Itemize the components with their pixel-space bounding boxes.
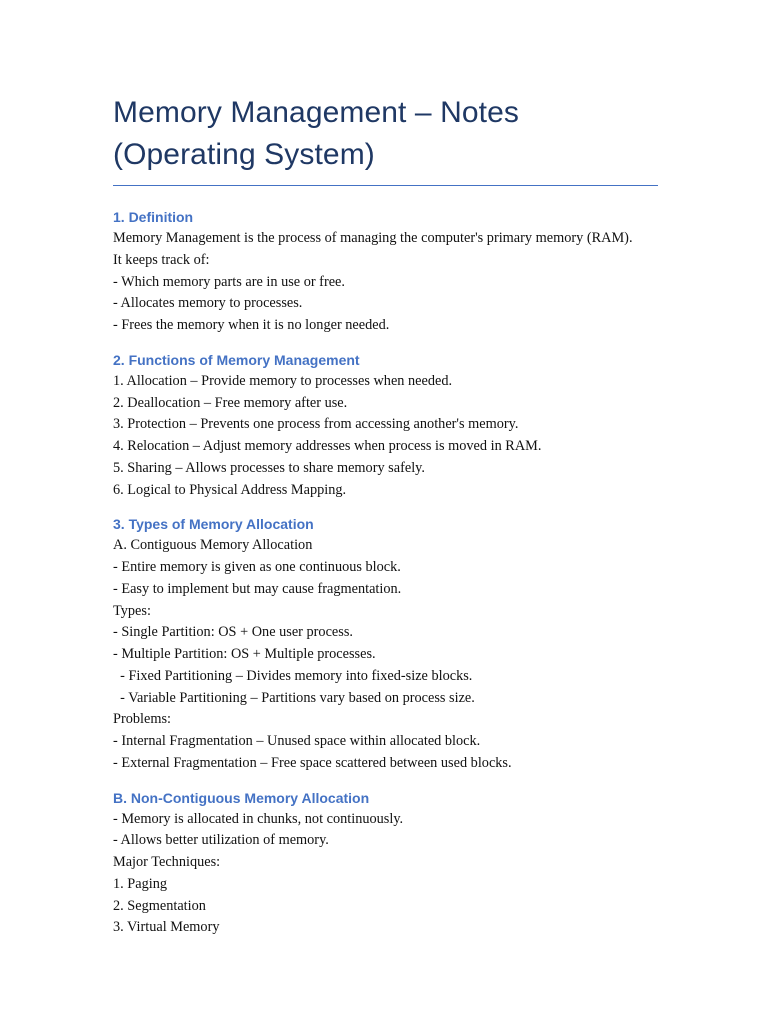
text-line: A. Contiguous Memory Allocation <box>113 537 313 554</box>
section-types <box>113 513 658 774</box>
text-line: Types: <box>113 602 151 619</box>
text-line: - Allocates memory to processes. <box>113 295 303 312</box>
text-line: Problems: <box>113 711 171 728</box>
text-line: - Allows better utilization of memory. <box>113 832 329 849</box>
text-line: It keeps track of: <box>113 251 210 268</box>
text-line: 2. Deallocation – Free memory after use. <box>113 394 348 411</box>
text-line: Memory Management is the process of managing the computer's primary memory (RAM). <box>113 230 633 246</box>
text-line: - Single Partition: OS + One user process. <box>113 624 353 641</box>
section-heading: 3. Types of Memory Allocation <box>113 516 314 533</box>
text-line: 3. Protection – Prevents one process from accessing another's memory. <box>113 416 519 433</box>
text-line: 1. Allocation – Provide memory to processes when needed. <box>113 372 453 389</box>
text-line: 2. Segmentation <box>113 897 206 914</box>
text-line: Major Techniques: <box>113 854 221 870</box>
section-heading: 1. Definition <box>113 209 194 225</box>
text-line: - Frees the memory when it is no longer needed. <box>113 317 390 333</box>
title-underline <box>113 185 658 186</box>
text-line: - Memory is allocated in chunks, not continuously. <box>113 810 404 827</box>
title-line-1: Memory Management – Notes <box>113 96 520 129</box>
document-title <box>113 92 658 176</box>
text-line: - Easy to implement but may cause fragmentation. <box>113 580 402 597</box>
text-line: - Variable Partitioning – Partitions vary based on process size. <box>113 689 475 706</box>
text-line: - Fixed Partitioning – Divides memory into fixed-size blocks. <box>113 667 473 684</box>
text-line: - Multiple Partition: OS + Multiple processes. <box>113 646 376 662</box>
text-line: 6. Logical to Physical Address Mapping. <box>113 481 347 498</box>
text-line: 5. Sharing – Allows processes to share memory safely. <box>113 459 425 476</box>
text-line: 1. Paging <box>113 875 168 892</box>
text-line: - Which memory parts are in use or free. <box>113 273 345 290</box>
text-line: 3. Virtual Memory <box>113 919 220 936</box>
title-line-2: (Operating System) <box>113 138 375 171</box>
document-page <box>113 92 658 939</box>
section-functions <box>113 349 658 502</box>
section-heading: B. Non-Contiguous Memory Allocation <box>113 789 370 806</box>
section-definition <box>113 206 658 337</box>
text-line: - Entire memory is given as one continuous block. <box>113 559 401 575</box>
section-heading: 2. Functions of Memory Management <box>113 351 360 368</box>
text-line: - External Fragmentation – Free space scattered between used blocks. <box>113 754 512 771</box>
text-line: 4. Relocation – Adjust memory addresses when process is moved in RAM. <box>113 438 542 454</box>
text-line: - Internal Fragmentation – Unused space within allocated block. <box>113 733 481 749</box>
section-non-contiguous <box>113 787 658 940</box>
